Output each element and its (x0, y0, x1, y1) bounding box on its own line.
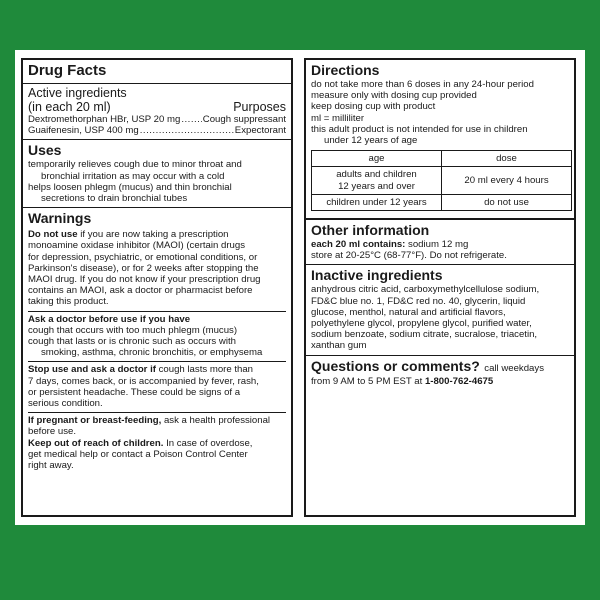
do-not-use-line: contains an MAOI, ask a doctor or pharmacist before (28, 285, 253, 297)
dosage-age-text: 12 years and over (338, 180, 415, 192)
other-information-each-value: sodium 12 mg (408, 239, 469, 251)
active-ingredients-subheading: (in each 20 ml) (28, 100, 111, 114)
ask-doctor-block (28, 312, 286, 363)
questions-call-text: call weekdays (484, 362, 544, 374)
dosage-table-header (312, 151, 572, 167)
stop-use-line: or persistent headache. These could be signs of a (28, 386, 241, 398)
ingredient-name: Guaifenesin, USP 400 mg (28, 125, 139, 137)
purposes-label: Purposes (233, 100, 286, 114)
directions-line: do not take more than 6 doses in any 24-hour period (311, 79, 534, 90)
directions-line: keep dosing cup with product (311, 101, 436, 113)
stop-use-label: Stop use and ask a doctor if (28, 364, 156, 376)
stop-use-line: serious condition. (28, 398, 103, 410)
uses-section (23, 140, 291, 208)
table-row (312, 194, 572, 210)
pregnancy-block (28, 413, 286, 474)
other-information-section (306, 218, 574, 265)
other-information-each-label: each 20 ml contains: (311, 239, 406, 251)
do-not-use-line: MAOI drug. If you do not know if your prescription drug (28, 274, 261, 286)
active-ingredients-heading: Active ingredients (28, 86, 127, 100)
dot-leader (181, 114, 201, 125)
ingredient-purpose: Expectorant (234, 125, 286, 137)
ask-doctor-line: cough that lasts or is chronic such as occurs with (28, 336, 236, 348)
other-information-heading: Other information (311, 222, 430, 239)
drug-facts-title: Drug Facts (28, 62, 107, 79)
pregnant-label: If pregnant or breast-feeding, (28, 415, 162, 427)
dosage-age-text: adults and children (336, 169, 417, 181)
drug-facts-frame-left (21, 58, 293, 517)
inactive-ingredients-line: FD&C blue no. 1, FD&C red no. 40, glycerin, liquid (311, 295, 526, 307)
keep-out-line: right away. (28, 460, 74, 472)
uses-heading: Uses (28, 142, 62, 159)
uses-line: bronchial irritation as may occur with a cold (41, 170, 225, 182)
dot-leader (140, 125, 234, 136)
ingredient-row (28, 125, 286, 136)
stop-use-line: cough lasts more than (158, 364, 254, 376)
directions-heading: Directions (311, 62, 380, 78)
inactive-ingredients-section (306, 265, 574, 355)
table-row (312, 167, 572, 194)
inactive-ingredients-line: xanthan gum (311, 340, 367, 352)
questions-phone: 1-800-762-4675 (424, 375, 494, 387)
questions-section (306, 356, 574, 390)
dosage-age-cell: children under 12 years (312, 194, 442, 210)
keep-out-line: get medical help or contact a Poison Control Center (28, 448, 248, 460)
do-not-use-line: monoamine oxidase inhibitor (MAOI) (certain drugs (28, 240, 246, 252)
dosage-header-age: age (312, 151, 442, 167)
drug-facts-frame-right (304, 58, 576, 517)
inactive-ingredients-line: polyethylene glycol, propylene glycol, purified water, (311, 318, 532, 330)
directions-line: ml = milliliter (311, 112, 365, 124)
do-not-use-line: Parkinson's disease), or for 2 weeks after stopping the (28, 262, 259, 274)
pregnant-line: ask a health professional (163, 415, 271, 427)
do-not-use-line: for depression, psychiatric, or emotional conditions, or (28, 251, 258, 263)
directions-line: measure only with dosing cup provided (311, 90, 477, 102)
inactive-ingredients-heading: Inactive ingredients (311, 267, 443, 284)
other-information-storage: store at 20-25°C (68-77°F). Do not refrigerate. (311, 250, 507, 262)
drug-facts-title-section (23, 60, 291, 84)
ask-doctor-line: cough that occurs with too much phlegm (mucus) (28, 324, 238, 336)
uses-line: temporarily relieves cough due to minor throat and (28, 159, 242, 171)
questions-hours: from 9 AM to 5 PM EST at (311, 375, 423, 387)
do-not-use-label: Do not use (28, 229, 78, 241)
dosage-dose-cell: do not use (442, 194, 572, 210)
dosage-table (311, 150, 572, 211)
ask-doctor-line: smoking, asthma, chronic bronchitis, or emphysema (41, 347, 263, 359)
warnings-section (23, 208, 291, 475)
active-ingredients-section (23, 84, 291, 140)
directions-line: this adult product is not intended for use in children (311, 123, 528, 135)
inactive-ingredients-line: glucose, menthol, natural and artificial flavors, (311, 306, 506, 318)
keep-out-line: In case of overdose, (166, 437, 253, 449)
dosage-age-cell (312, 167, 442, 194)
do-not-use-block (28, 227, 286, 311)
inactive-ingredients-line: anhydrous citric acid, carboxymethylcellulose sodium, (311, 284, 540, 296)
questions-heading: Questions or comments? (311, 357, 480, 374)
uses-line: helps loosen phlegm (mucus) and thin bronchial (28, 181, 232, 193)
ingredient-name: Dextromethorphan HBr, USP 20 mg (28, 114, 181, 125)
stop-use-block (28, 362, 286, 413)
pregnant-line: before use. (28, 426, 77, 438)
inactive-ingredients-line: sodium benzoate, sodium citrate, sucralose, triacetin, (311, 329, 538, 341)
do-not-use-line: taking this product. (28, 296, 109, 308)
warnings-heading: Warnings (28, 210, 92, 227)
do-not-use-line: if you are now taking a prescription (80, 229, 229, 241)
drug-facts-panel-left (15, 50, 300, 525)
ingredient-row (28, 114, 286, 125)
directions-line: under 12 years of age (324, 135, 418, 147)
ingredient-purpose: Cough suppressant (202, 114, 286, 125)
stop-use-line: 7 days, comes back, or is accompanied by fever, rash, (28, 375, 259, 387)
ask-doctor-label: Ask a doctor before use if you have (28, 313, 191, 325)
keep-out-label: Keep out of reach of children. (28, 437, 164, 449)
directions-section (306, 60, 574, 219)
dosage-header-dose: dose (442, 151, 572, 167)
drug-facts-panel-right (300, 50, 585, 525)
dosage-dose-cell: 20 ml every 4 hours (442, 167, 572, 194)
uses-line: secretions to drain bronchial tubes (41, 193, 188, 205)
